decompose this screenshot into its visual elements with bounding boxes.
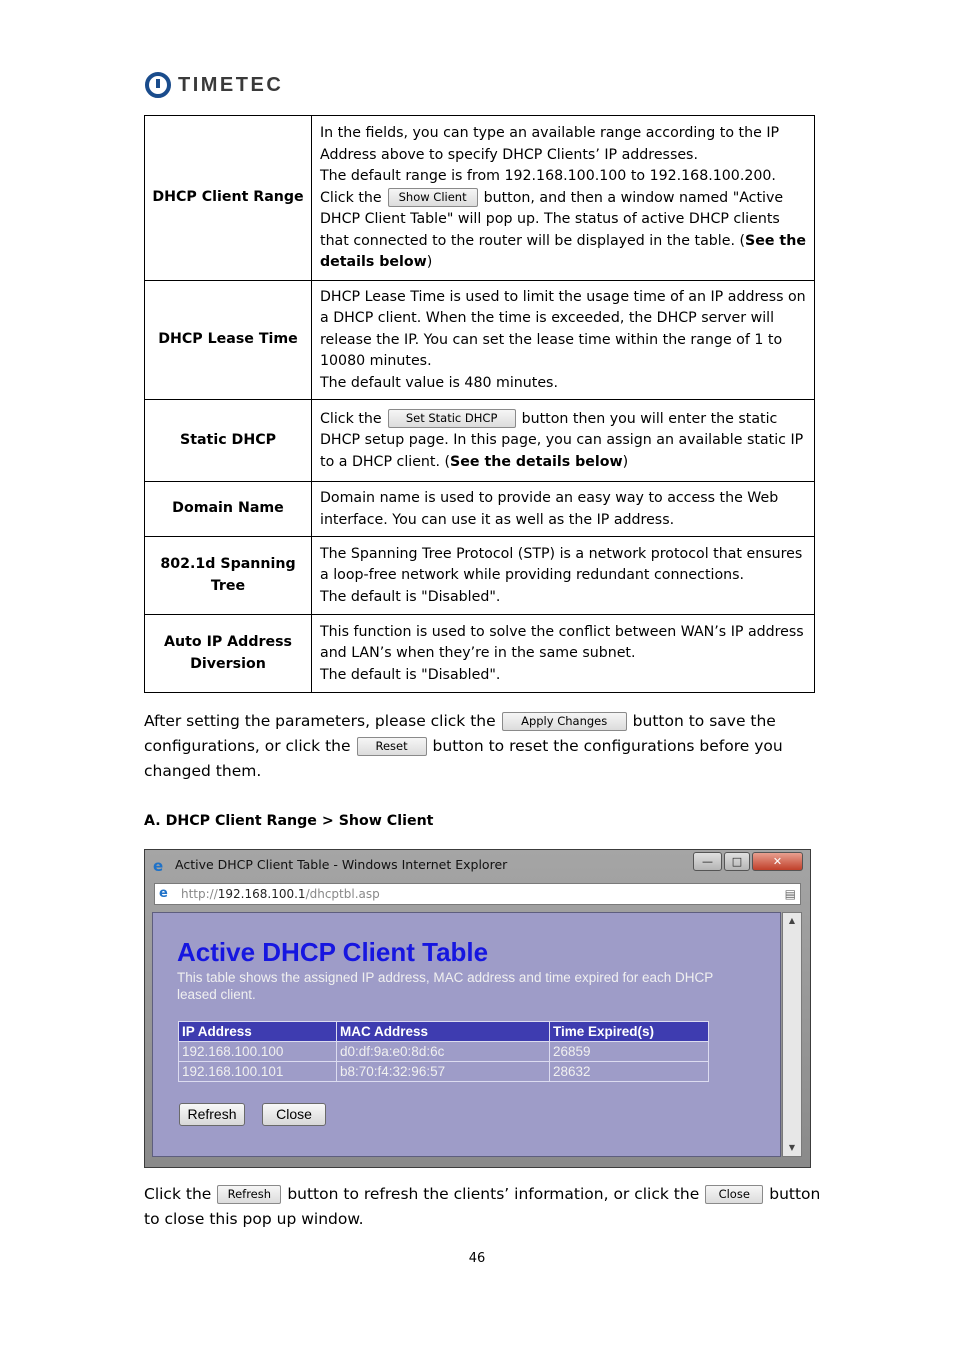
logo-mark-icon: [145, 72, 171, 98]
settings-table: [144, 115, 815, 693]
minimize-icon[interactable]: —: [693, 852, 722, 871]
row-label: DHCP Lease Time: [145, 281, 312, 400]
scroll-up-icon[interactable]: ▲: [788, 916, 796, 925]
table-row: 192.168.100.101 b8:70:f4:32:96:57 28632: [179, 1062, 709, 1082]
vertical-scrollbar[interactable]: [782, 912, 802, 1157]
address-bar[interactable]: e http://192.168.100.1/dhcptbl.asp ▤: [154, 883, 801, 905]
table-row: 192.168.100.100 d0:df:9a:e0:8d:6c 26859: [179, 1042, 709, 1062]
refresh-button-inline[interactable]: Refresh: [217, 1185, 281, 1204]
window-close-icon[interactable]: ✕: [752, 852, 803, 871]
footer-paragraph: Click the Refresh button to refresh the clients’ information, or click the Close button to close this pop up window.: [144, 1185, 821, 1228]
page-description: This table shows the assigned IP address, MAC address and time expired for each DHCP leased client.: [177, 970, 714, 1002]
row-description: Click the Set Static DHCP button then you will enter the static DHCP setup page. In this page, you can assign an available static IP to a DHCP client. (See the details below): [312, 400, 815, 482]
table-row: [145, 116, 815, 281]
table-row: [145, 615, 815, 693]
column-header: IP Address: [179, 1022, 337, 1042]
page-title: Active DHCP Client Table: [177, 937, 489, 967]
table-row: [145, 400, 815, 482]
page-number: 46: [468, 1251, 486, 1266]
apply-changes-button[interactable]: Apply Changes: [502, 712, 627, 731]
logo-text: TIMETEC: [178, 73, 284, 96]
page-content: [152, 912, 781, 1157]
column-header: MAC Address: [337, 1022, 550, 1042]
window-title: Active DHCP Client Table - Windows Internet Explorer: [175, 857, 508, 872]
reset-button[interactable]: Reset: [357, 737, 427, 756]
section-heading: A. DHCP Client Range > Show Client: [144, 813, 434, 829]
ie-window-screenshot: [144, 849, 811, 1168]
row-description: This function is used to solve the conflict between WAN’s IP address and LAN’s when they’re in the same subnet. The default is "Disabled".: [312, 615, 815, 693]
page-icon: e: [159, 886, 168, 901]
row-description: DHCP Lease Time is used to limit the usage time of an IP address on a DHCP client. When the time is exceeded, the DHCP server will release the IP. You can set the lease time within the range of 1 to 10080 minutes. The default value is 480 minutes.: [312, 281, 815, 400]
refresh-button[interactable]: Refresh: [179, 1103, 245, 1126]
row-label: Auto IP Address Diversion: [145, 615, 312, 693]
table-header-row: [179, 1022, 709, 1042]
show-client-button[interactable]: Show Client: [388, 188, 478, 207]
window-titlebar: [145, 850, 810, 880]
compatibility-icon[interactable]: ▤: [784, 887, 796, 901]
row-description: In the fields, you can type an available range according to the IP Address above to specify DHCP Clients’ IP addresses. The default range is from 192.168.100.100 to 192.168.100.200. Click the Show Client button, and then a window named "Active DHCP Client Table" will pop up. The status of active DHCP clients that connected to the router will be displayed in the table. (See the details below): [312, 116, 815, 281]
table-row: [145, 281, 815, 400]
row-label: DHCP Client Range: [145, 116, 312, 281]
row-description: Domain name is used to provide an easy way to access the Web interface. You can use it as well as the IP address.: [312, 482, 815, 537]
column-header: Time Expired(s): [550, 1022, 709, 1042]
row-label: 802.1d Spanning Tree: [145, 537, 312, 615]
row-label: Static DHCP: [145, 400, 312, 482]
ie-logo-icon: e: [153, 857, 164, 875]
scroll-down-icon[interactable]: ▼: [788, 1143, 796, 1152]
after-settings-paragraph: After setting the parameters, please click the Apply Changes button to save the configurations, or click the Reset button to reset the configurations before you changed them.: [144, 712, 783, 780]
row-label: Domain Name: [145, 482, 312, 537]
timetec-logo: [145, 69, 283, 101]
maximize-icon[interactable]: □: [724, 852, 750, 871]
table-row: [145, 537, 815, 615]
row-description: The Spanning Tree Protocol (STP) is a network protocol that ensures a loop-free network while providing redundant connections. The default is "Disabled".: [312, 537, 815, 615]
close-button-inline[interactable]: Close: [705, 1185, 763, 1204]
set-static-dhcp-button[interactable]: Set Static DHCP: [388, 409, 516, 428]
table-row: [145, 482, 815, 537]
dhcp-client-table: [178, 1021, 709, 1082]
close-button[interactable]: Close: [262, 1103, 326, 1126]
